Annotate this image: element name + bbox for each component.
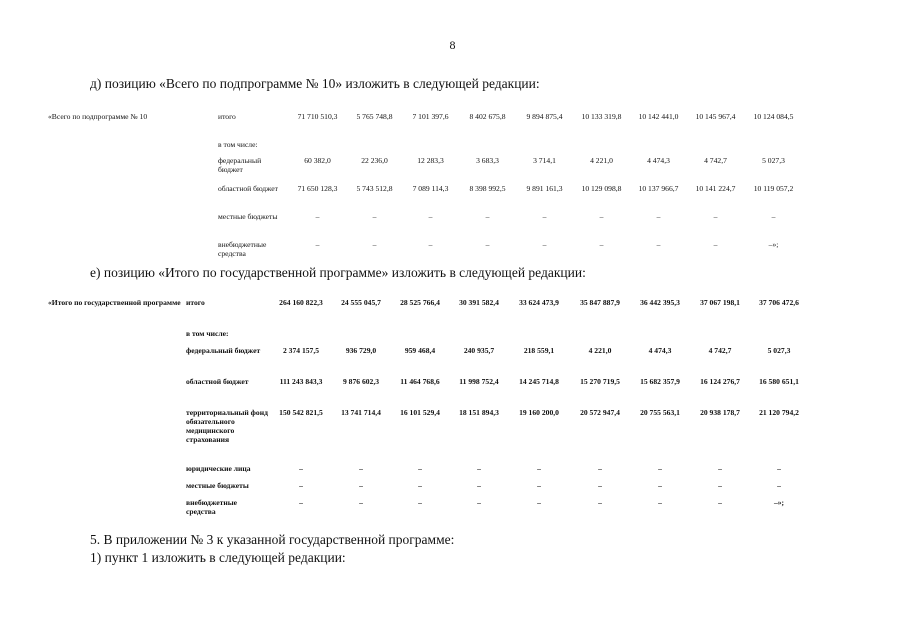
funding-value: 20 572 947,4 — [580, 408, 620, 417]
funding-value: 7 089 114,3 — [412, 184, 449, 193]
funding-value: 24 555 045,7 — [341, 298, 381, 307]
funding-value: – — [777, 481, 781, 490]
funding-value: 10 142 441,0 — [638, 112, 679, 121]
funding-value: 10 137 966,7 — [638, 184, 679, 193]
funding-value: 16 124 276,7 — [700, 377, 740, 386]
funding-value: – — [537, 498, 541, 507]
funding-value: – — [299, 481, 303, 490]
funding-value: – — [658, 498, 662, 507]
paragraph-1: 1) пункт 1 изложить в следующей редакции: — [90, 550, 346, 565]
funding-value: 71 710 510,3 — [297, 112, 338, 121]
funding-value: – — [658, 481, 662, 490]
funding-value — [690, 329, 750, 346]
funding-source-label: юридические лица — [186, 464, 251, 473]
funding-value: – — [771, 212, 776, 221]
funding-value: – — [359, 481, 363, 490]
funding-value: 11 464 768,6 — [400, 377, 440, 386]
funding-source-label: итого — [186, 298, 205, 307]
table-row — [48, 298, 808, 329]
funding-source-label: внебюджетные средства — [186, 498, 238, 516]
funding-value: –»; — [768, 240, 779, 249]
funding-value: 4 474,3 — [648, 346, 672, 355]
funding-value: 4 742,7 — [708, 346, 732, 355]
funding-value: 3 683,3 — [476, 156, 499, 165]
funding-source-label: внебюджетные средства — [218, 240, 267, 258]
position-name: «Итого по государственной программе — [48, 298, 181, 307]
funding-value — [459, 140, 516, 156]
funding-value: – — [718, 464, 722, 473]
funding-value: 12 283,3 — [417, 156, 444, 165]
funding-source-label: итого — [218, 112, 236, 121]
funding-value: – — [537, 481, 541, 490]
funding-value: 60 382,0 — [304, 156, 331, 165]
paragraph-d: д) позицию «Всего по подпрограмме № 10» изложить в следующей редакции: — [90, 76, 540, 91]
funding-value: 150 542 821,5 — [279, 408, 323, 417]
funding-value: – — [598, 498, 602, 507]
funding-value: 36 442 395,3 — [640, 298, 680, 307]
funding-value: 21 120 794,2 — [759, 408, 799, 417]
funding-value: 14 245 714,8 — [519, 377, 559, 386]
funding-value: 37 067 198,1 — [700, 298, 740, 307]
funding-value: 959 468,4 — [404, 346, 436, 355]
funding-value: – — [299, 498, 303, 507]
funding-value — [750, 329, 808, 346]
funding-value: 5 027,3 — [762, 156, 785, 165]
funding-value: 71 650 128,3 — [297, 184, 338, 193]
funding-value: 10 145 967,4 — [695, 112, 736, 121]
funding-value: – — [359, 498, 363, 507]
funding-value: 9 891 161,3 — [526, 184, 563, 193]
funding-value: – — [418, 464, 422, 473]
funding-value: 15 682 357,9 — [640, 377, 680, 386]
funding-value: – — [299, 464, 303, 473]
funding-value: 218 559,1 — [523, 346, 555, 355]
funding-value: – — [599, 240, 604, 249]
funding-value: – — [656, 212, 661, 221]
funding-source-label: федеральный бюджет — [186, 346, 261, 355]
funding-value: 7 101 397,6 — [412, 112, 449, 121]
funding-value — [630, 140, 687, 156]
funding-value: – — [477, 498, 481, 507]
funding-source-label: территориальный фонд обязательного медицинского страхования — [186, 408, 268, 444]
funding-value: – — [477, 464, 481, 473]
funding-value: – — [372, 240, 377, 249]
table-row — [48, 112, 803, 140]
funding-value — [347, 140, 402, 156]
state-program-total-table — [48, 298, 808, 529]
funding-value — [450, 329, 508, 346]
funding-value: 9 894 875,4 — [526, 112, 563, 121]
funding-source-label: областной бюджет — [218, 184, 278, 193]
funding-value — [402, 140, 459, 156]
funding-value: 13 741 714,4 — [341, 408, 381, 417]
funding-value — [573, 140, 630, 156]
funding-value: – — [315, 212, 320, 221]
funding-source-label: в том числе: — [218, 140, 258, 149]
funding-value: – — [598, 464, 602, 473]
funding-source-label: федеральный бюджет — [218, 156, 262, 174]
funding-value — [570, 329, 630, 346]
funding-value — [744, 140, 803, 156]
funding-value — [508, 329, 570, 346]
funding-value: – — [359, 464, 363, 473]
funding-value — [516, 140, 573, 156]
funding-value: – — [713, 212, 718, 221]
funding-value: 4 742,7 — [704, 156, 727, 165]
funding-value: 15 270 719,5 — [580, 377, 620, 386]
funding-value — [270, 329, 332, 346]
funding-value: 3 714,1 — [533, 156, 556, 165]
funding-value: – — [485, 212, 490, 221]
funding-value: 264 160 822,3 — [279, 298, 323, 307]
funding-value: 20 755 563,1 — [640, 408, 680, 417]
funding-value: 20 938 178,7 — [700, 408, 740, 417]
funding-value: 5 027,3 — [767, 346, 791, 355]
funding-value: 10 124 084,5 — [753, 112, 794, 121]
funding-value — [288, 140, 347, 156]
funding-value: 4 221,0 — [588, 346, 612, 355]
funding-value: 19 160 200,0 — [519, 408, 559, 417]
paragraph-5: 5. В приложении № 3 к указанной государственной программе: — [90, 532, 455, 547]
funding-value: 22 236,0 — [361, 156, 388, 165]
funding-value — [332, 329, 390, 346]
funding-value: – — [658, 464, 662, 473]
funding-value: 2 374 157,5 — [282, 346, 320, 355]
funding-source-label: местные бюджеты — [218, 212, 278, 221]
funding-value: 10 141 224,7 — [695, 184, 736, 193]
funding-value: – — [315, 240, 320, 249]
funding-value: 28 525 766,4 — [400, 298, 440, 307]
paragraph-e: е) позицию «Итого по государственной программе» изложить в следующей редакции: — [90, 265, 586, 280]
funding-value: – — [599, 212, 604, 221]
funding-value: – — [718, 481, 722, 490]
funding-value: – — [477, 481, 481, 490]
funding-value: – — [418, 498, 422, 507]
funding-value: – — [418, 481, 422, 490]
funding-value: 4 474,3 — [647, 156, 670, 165]
funding-value: 9 876 602,3 — [342, 377, 380, 386]
funding-value: – — [542, 212, 547, 221]
funding-value: 5 743 512,8 — [356, 184, 393, 193]
funding-value: –»; — [773, 498, 785, 507]
funding-value: 35 847 887,9 — [580, 298, 620, 307]
funding-value: 37 706 472,6 — [759, 298, 799, 307]
funding-value: – — [542, 240, 547, 249]
funding-value — [687, 140, 744, 156]
funding-value — [390, 329, 450, 346]
funding-value: 11 998 752,4 — [459, 377, 499, 386]
funding-value: 240 935,7 — [463, 346, 495, 355]
funding-value: 4 221,0 — [590, 156, 613, 165]
funding-value: 10 133 319,8 — [581, 112, 622, 121]
funding-value: 33 624 473,9 — [519, 298, 559, 307]
funding-value: – — [428, 212, 433, 221]
funding-value: 16 580 651,1 — [759, 377, 799, 386]
funding-value: – — [485, 240, 490, 249]
funding-value: 936 729,0 — [345, 346, 377, 355]
funding-source-label: в том числе: — [186, 329, 229, 338]
subprogram-10-table — [48, 112, 803, 268]
funding-value: – — [537, 464, 541, 473]
funding-value: 18 151 894,3 — [459, 408, 499, 417]
funding-value: 5 765 748,8 — [356, 112, 393, 121]
page-number: 8 — [449, 38, 456, 52]
funding-source-label: областной бюджет — [186, 377, 249, 386]
funding-value: 111 243 843,3 — [279, 377, 323, 386]
funding-source-label: местные бюджеты — [186, 481, 249, 490]
funding-value: 8 398 992,5 — [469, 184, 506, 193]
funding-value: – — [777, 464, 781, 473]
funding-value: – — [656, 240, 661, 249]
funding-value: 8 402 675,8 — [469, 112, 506, 121]
position-name: «Всего по подпрограмме № 10 — [48, 112, 148, 121]
funding-value: – — [718, 498, 722, 507]
funding-value: – — [713, 240, 718, 249]
funding-value: – — [428, 240, 433, 249]
funding-value: – — [598, 481, 602, 490]
funding-value: 30 391 582,4 — [459, 298, 499, 307]
funding-value: 16 101 529,4 — [400, 408, 440, 417]
funding-value: – — [372, 212, 377, 221]
funding-value: 10 119 057,2 — [753, 184, 794, 193]
funding-value — [630, 329, 690, 346]
funding-value: 10 129 098,8 — [581, 184, 622, 193]
